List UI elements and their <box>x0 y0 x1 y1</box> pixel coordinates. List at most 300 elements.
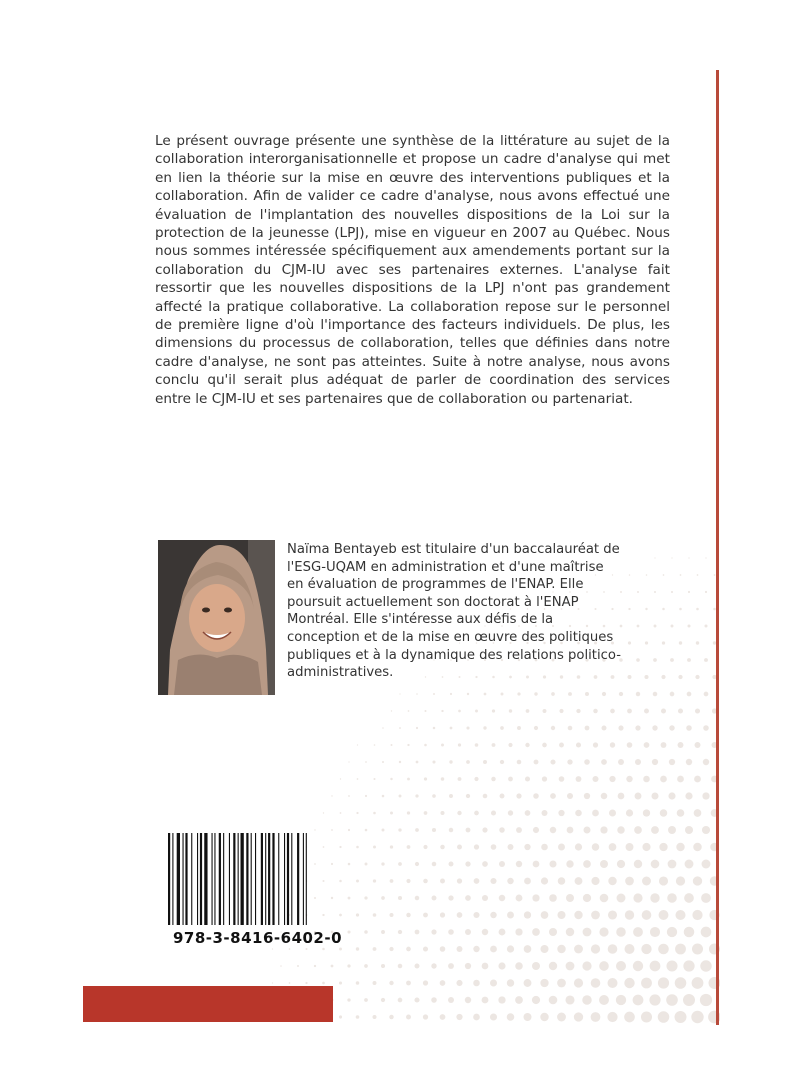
halftone-dot <box>272 982 273 983</box>
halftone-dot <box>636 692 640 696</box>
halftone-dot <box>627 709 632 714</box>
halftone-dot <box>667 927 677 937</box>
halftone-dot <box>347 964 350 967</box>
halftone-dot <box>634 826 642 834</box>
halftone-dot <box>398 964 403 969</box>
halftone-dot <box>500 760 504 764</box>
halftone-dot <box>432 862 437 867</box>
halftone-dot <box>601 793 608 800</box>
halftone-dot <box>670 692 675 697</box>
halftone-dot <box>679 641 682 644</box>
halftone-dot <box>407 845 411 849</box>
barcode-bar <box>238 833 239 925</box>
halftone-dot <box>440 845 445 850</box>
barcode-bar <box>214 833 215 925</box>
halftone-dot <box>607 978 617 988</box>
halftone-dot <box>432 828 436 832</box>
halftone-dot <box>440 946 446 952</box>
halftone-dot <box>424 811 428 815</box>
halftone-dot <box>628 641 631 644</box>
halftone-dot <box>634 860 642 868</box>
halftone-dot <box>457 845 462 850</box>
halftone-dot <box>609 843 617 851</box>
halftone-dot <box>593 742 598 747</box>
halftone-dot <box>591 911 600 920</box>
halftone-dot <box>645 641 648 644</box>
halftone-dot <box>697 574 699 576</box>
halftone-dot <box>432 760 435 763</box>
halftone-dot <box>382 795 385 798</box>
halftone-dot <box>289 982 291 984</box>
halftone-dot <box>576 742 581 747</box>
halftone-dot <box>702 792 709 799</box>
halftone-dot <box>651 792 658 799</box>
halftone-dot <box>466 726 469 729</box>
halftone-dot <box>491 810 496 815</box>
halftone-dot <box>456 980 462 986</box>
halftone-dot <box>625 944 635 954</box>
halftone-dot <box>687 692 692 697</box>
halftone-dot <box>458 777 462 781</box>
halftone-dot <box>347 998 350 1001</box>
barcode-bar <box>177 833 180 925</box>
halftone-dot <box>685 826 693 834</box>
halftone-dot <box>592 776 598 782</box>
halftone-dot <box>526 709 530 713</box>
halftone-dot <box>448 997 454 1003</box>
halftone-dot <box>398 998 403 1003</box>
halftone-dot <box>373 913 377 917</box>
halftone-dot <box>516 861 522 867</box>
halftone-dot <box>398 862 402 866</box>
halftone-dot <box>331 795 332 796</box>
halftone-dot <box>484 693 487 696</box>
halftone-dot <box>576 709 580 713</box>
halftone-dot <box>599 995 609 1005</box>
halftone-dot <box>348 829 350 831</box>
halftone-dot <box>642 910 652 920</box>
halftone-dot <box>414 997 419 1002</box>
halftone-dot <box>415 794 418 797</box>
halftone-dot <box>610 742 615 747</box>
halftone-dot <box>415 930 420 935</box>
halftone-dot <box>508 777 513 782</box>
halftone-dot <box>629 574 631 576</box>
halftone-dot <box>465 895 471 901</box>
halftone-dot <box>666 994 678 1006</box>
halftone-dot <box>389 947 393 951</box>
halftone-dot <box>567 827 574 834</box>
halftone-dot <box>635 793 642 800</box>
halftone-dot <box>567 793 573 799</box>
halftone-dot <box>583 826 590 833</box>
halftone-dot <box>583 860 591 868</box>
halftone-dot <box>633 927 643 937</box>
halftone-dot <box>339 1015 342 1018</box>
halftone-dot <box>641 1011 652 1022</box>
halftone-dot <box>616 995 626 1005</box>
halftone-dot <box>407 811 410 814</box>
halftone-dot <box>653 692 658 697</box>
cover-edge-line <box>716 70 719 1025</box>
halftone-dot <box>406 1015 411 1020</box>
halftone-dot <box>625 910 634 919</box>
halftone-dot <box>687 658 691 662</box>
halftone-dot <box>516 793 521 798</box>
halftone-dot <box>440 1014 446 1020</box>
halftone-dot <box>671 625 674 628</box>
halftone-dot <box>501 693 504 696</box>
halftone-dot <box>637 591 639 593</box>
halftone-dot <box>382 727 384 729</box>
halftone-dot <box>695 742 701 748</box>
halftone-dot <box>457 878 462 883</box>
halftone-dot <box>448 929 454 935</box>
halftone-dot <box>465 997 471 1003</box>
halftone-dot <box>542 810 548 816</box>
halftone-dot <box>508 844 514 850</box>
halftone-dot <box>390 778 392 780</box>
halftone-dot <box>525 776 530 781</box>
halftone-dot <box>525 743 529 747</box>
halftone-dot <box>473 1014 480 1021</box>
halftone-dot <box>467 693 469 695</box>
halftone-dot <box>356 812 358 814</box>
halftone-dot <box>683 994 695 1006</box>
barcode-bar <box>251 833 252 925</box>
halftone-dot <box>415 862 419 866</box>
halftone-dot <box>619 692 623 696</box>
halftone-dot <box>508 743 512 747</box>
halftone-dot <box>574 911 582 919</box>
halftone-dot <box>661 742 667 748</box>
halftone-dot <box>305 982 307 984</box>
halftone-dot <box>654 625 657 628</box>
halftone-dot <box>500 794 505 799</box>
halftone-dot <box>356 913 359 916</box>
halftone-dot <box>466 794 470 798</box>
halftone-dot <box>574 1012 583 1021</box>
halftone-dot <box>633 995 644 1006</box>
barcode-bar <box>200 833 202 925</box>
halftone-dot <box>641 978 652 989</box>
halftone-dot <box>365 761 367 763</box>
halftone-dot <box>654 591 656 593</box>
halftone-dot <box>609 776 615 782</box>
halftone-dot <box>340 812 342 814</box>
halftone-dot <box>314 965 316 967</box>
halftone-dot <box>574 945 583 954</box>
halftone-dot <box>668 792 675 799</box>
halftone-dot <box>499 861 505 867</box>
halftone-dot <box>490 979 497 986</box>
halftone-dot <box>364 998 368 1002</box>
halftone-dot <box>440 811 444 815</box>
halftone-dot <box>534 760 539 765</box>
author-bio: Naïma Bentayeb est titulaire d'un baccalauréat de l'ESG-UQAM en administration et d'une maîtrise en évaluation de programmes de l'ENAP. Elle poursuit actuellement son doctorat à l'ENAP Montréal. Elle s'intéresse aux défis de la conception et de la mise en œuvre des politiques publiques et à la dynamique des relations politico-administratives. <box>287 542 621 681</box>
halftone-dot <box>517 760 522 765</box>
halftone-dot <box>415 828 419 832</box>
halftone-dot <box>448 963 454 969</box>
halftone-dot <box>416 693 418 695</box>
halftone-dot <box>688 625 691 628</box>
halftone-dot <box>499 827 505 833</box>
halftone-dot <box>643 776 650 783</box>
halftone-dot <box>482 895 488 901</box>
halftone-dot <box>557 1013 566 1022</box>
halftone-dot <box>608 910 617 919</box>
halftone-dot <box>483 760 487 764</box>
halftone-dot <box>381 964 385 968</box>
halftone-dot <box>373 846 376 849</box>
halftone-dot <box>389 913 393 917</box>
halftone-dot <box>616 961 626 971</box>
halftone-dot <box>582 961 591 970</box>
halftone-dot <box>686 725 692 731</box>
halftone-dot <box>696 641 699 644</box>
barcode-bar <box>246 833 248 925</box>
halftone-dot <box>650 961 661 972</box>
halftone-dot <box>583 894 591 902</box>
halftone-dot <box>450 727 453 730</box>
halftone-dot <box>398 896 402 900</box>
halftone-dot <box>423 980 428 985</box>
halftone-dot <box>582 995 591 1004</box>
halftone-dot <box>692 943 703 954</box>
halftone-dot <box>406 947 411 952</box>
halftone-dot <box>509 709 512 712</box>
halftone-dot <box>473 912 479 918</box>
halftone-dot <box>524 1013 532 1021</box>
halftone-dot <box>391 710 392 711</box>
halftone-dot <box>609 810 616 817</box>
halftone-dot <box>696 608 699 611</box>
halftone-dot <box>508 810 513 815</box>
halftone-dot <box>431 963 436 968</box>
halftone-dot <box>662 608 665 611</box>
halftone-dot <box>399 761 401 763</box>
halftone-dot <box>675 944 686 955</box>
halftone-dot <box>482 861 488 867</box>
halftone-dot <box>381 896 385 900</box>
halftone-dot <box>517 692 520 695</box>
halftone-dot <box>424 710 426 712</box>
halftone-dot <box>599 927 608 936</box>
halftone-dot <box>558 844 565 851</box>
barcode-bar <box>212 833 213 925</box>
halftone-dot <box>591 944 600 953</box>
halftone-dot <box>382 829 385 832</box>
barcode-bar <box>241 833 244 925</box>
barcode-bar <box>204 833 207 925</box>
halftone-dot <box>658 1011 670 1023</box>
halftone-dot <box>688 591 690 593</box>
halftone-dot <box>680 574 682 576</box>
halftone-dot <box>483 794 488 799</box>
halftone-dot <box>626 776 632 782</box>
barcode-bar <box>229 833 230 925</box>
halftone-dot <box>686 759 692 765</box>
halftone-dot <box>356 880 359 883</box>
halftone-dot <box>490 946 497 953</box>
halftone-dot <box>692 910 702 920</box>
halftone-dot <box>685 792 692 799</box>
halftone-dot <box>675 1011 687 1023</box>
halftone-dot <box>507 912 514 919</box>
halftone-dot <box>678 675 682 679</box>
halftone-dot <box>592 843 600 851</box>
halftone-dot <box>651 826 659 834</box>
halftone-dot <box>541 877 548 884</box>
halftone-dot <box>650 927 660 937</box>
halftone-dot <box>704 658 708 662</box>
halftone-dot <box>474 844 479 849</box>
halftone-dot <box>644 675 648 679</box>
halftone-dot <box>524 911 531 918</box>
barcode-bar <box>268 833 270 925</box>
halftone-dot <box>432 794 436 798</box>
halftone-dot <box>440 879 445 884</box>
halftone-dot <box>406 879 410 883</box>
halftone-dot <box>449 862 454 867</box>
halftone-dot <box>440 912 445 917</box>
halftone-dot <box>610 709 615 714</box>
halftone-dot <box>540 979 548 987</box>
halftone-dot <box>399 795 402 798</box>
halftone-dot <box>607 1012 617 1022</box>
barcode-bar <box>255 833 256 925</box>
halftone-dot <box>431 997 437 1003</box>
halftone-dot <box>575 877 583 885</box>
halftone-dot <box>457 946 463 952</box>
halftone-dot <box>693 876 702 885</box>
halftone-dot <box>357 744 358 745</box>
halftone-dot <box>661 708 666 713</box>
halftone-dot <box>675 977 687 989</box>
halftone-dot <box>457 811 461 815</box>
halftone-dot <box>499 929 506 936</box>
halftone-dot <box>364 896 367 899</box>
halftone-dot <box>642 843 650 851</box>
barcode-bar <box>172 833 173 925</box>
halftone-dot <box>700 994 712 1006</box>
halftone-dot <box>440 980 446 986</box>
barcode-bar <box>284 833 285 925</box>
halftone-dot <box>533 827 539 833</box>
halftone-dot <box>635 725 640 730</box>
halftone-dot <box>628 608 630 610</box>
halftone-dot <box>668 826 676 834</box>
halftone-dot <box>617 860 625 868</box>
halftone-dot <box>617 826 624 833</box>
halftone-dot <box>365 795 367 797</box>
halftone-dot <box>331 829 333 831</box>
halftone-dot <box>568 726 573 731</box>
halftone-dot <box>423 1014 428 1019</box>
halftone-dot <box>654 557 655 558</box>
halftone-dot <box>373 812 376 815</box>
halftone-dot <box>433 693 435 695</box>
barcode-bar <box>297 833 299 925</box>
halftone-dot <box>373 778 375 780</box>
halftone-dot <box>670 658 674 662</box>
isbn-barcode <box>165 833 350 953</box>
halftone-dot <box>323 812 324 813</box>
halftone-dot <box>691 1011 703 1023</box>
halftone-dot <box>381 998 385 1002</box>
halftone-dot <box>566 894 574 902</box>
halftone-dot <box>390 879 394 883</box>
halftone-dot <box>465 861 470 866</box>
halftone-dot <box>702 860 711 869</box>
halftone-dot <box>585 726 590 731</box>
halftone-dot <box>399 693 400 694</box>
halftone-dot <box>431 929 436 934</box>
halftone-dot <box>652 759 658 765</box>
halftone-dot <box>669 759 675 765</box>
halftone-dot <box>500 726 504 730</box>
author-photo <box>158 540 275 695</box>
halftone-dot <box>679 608 682 611</box>
halftone-dot <box>516 895 523 902</box>
halftone-dot <box>507 945 514 952</box>
halftone-dot <box>406 913 410 917</box>
halftone-dot <box>559 776 565 782</box>
halftone-dot <box>348 795 350 797</box>
halftone-dot <box>543 709 547 713</box>
halftone-dot <box>703 725 709 731</box>
halftone-dot <box>677 809 685 817</box>
halftone-dot <box>456 1014 462 1020</box>
halftone-dot <box>700 960 711 971</box>
halftone-dot <box>646 574 648 576</box>
halftone-dot <box>694 809 702 817</box>
halftone-dot <box>482 929 488 935</box>
halftone-dot <box>550 759 555 764</box>
halftone-dot <box>659 910 669 920</box>
halftone-dot <box>566 962 575 971</box>
halftone-dot <box>465 963 471 969</box>
halftone-dot <box>482 963 489 970</box>
halftone-dot <box>382 761 384 763</box>
halftone-dot <box>391 744 393 746</box>
halftone-dot <box>524 979 532 987</box>
halftone-dot <box>339 981 342 984</box>
barcode-bar <box>197 833 198 925</box>
halftone-dot <box>365 863 368 866</box>
halftone-dot <box>515 996 523 1004</box>
halftone-dot <box>549 860 556 867</box>
halftone-dot <box>507 878 513 884</box>
halftone-dot <box>637 625 640 628</box>
halftone-dot <box>406 981 411 986</box>
halftone-dot <box>557 911 565 919</box>
halftone-dot <box>364 930 368 934</box>
halftone-dot <box>541 911 549 919</box>
halftone-dot <box>703 759 709 765</box>
halftone-dot <box>450 693 452 695</box>
halftone-dot <box>415 964 420 969</box>
halftone-dot <box>381 862 384 865</box>
halftone-dot <box>683 960 694 971</box>
halftone-dot <box>507 1013 515 1021</box>
halftone-dot <box>389 981 393 985</box>
halftone-dot <box>390 812 393 815</box>
halftone-dot <box>644 709 649 714</box>
halftone-dot <box>373 879 376 882</box>
halftone-dot <box>474 878 480 884</box>
halftone-dot <box>542 776 547 781</box>
